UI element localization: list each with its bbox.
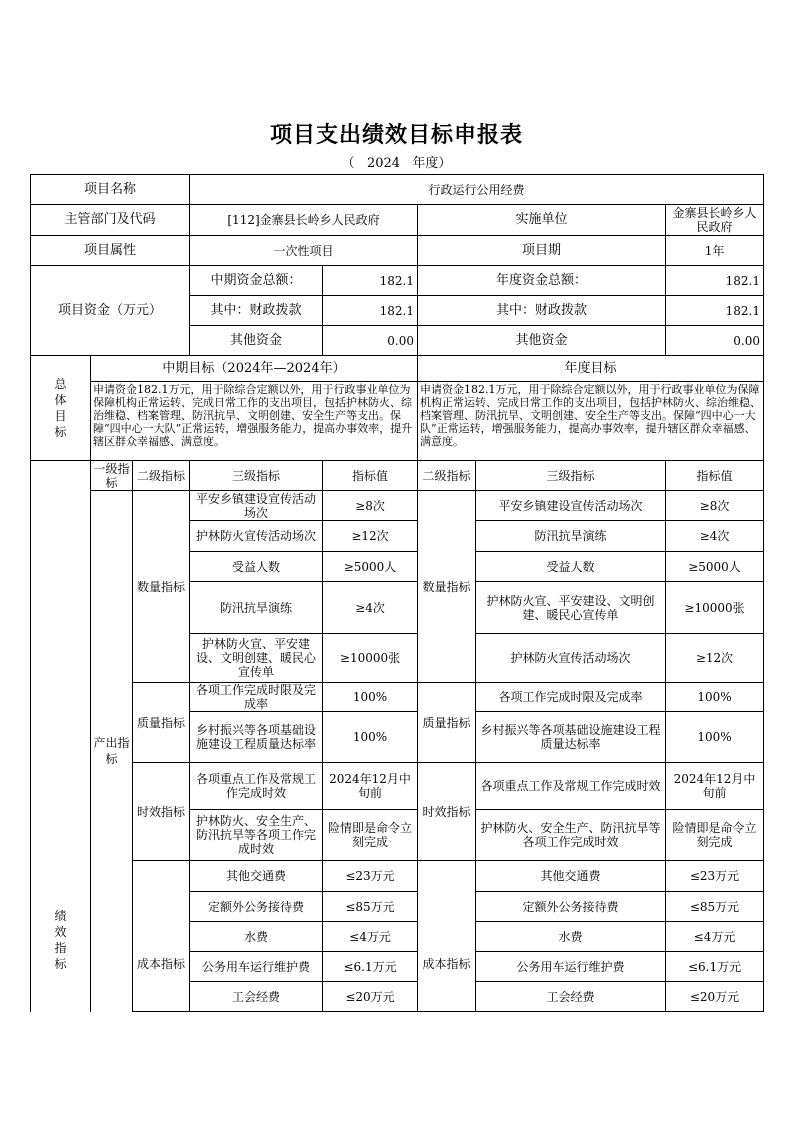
group-name: 数量指标 xyxy=(133,491,190,683)
metric-value-year: ≤85万元 xyxy=(666,892,764,922)
level2-header: 二级指标 xyxy=(133,461,190,491)
mid-fin-label: 其中：财政拨款 xyxy=(190,296,323,326)
group-name-year: 成本指标 xyxy=(418,861,476,1012)
metric-name: 公务用车运行维护费 xyxy=(190,952,323,982)
metric-name-year: 各项工作完成时限及完成率 xyxy=(476,683,666,712)
value-header: 指标值 xyxy=(323,461,418,491)
year-other-value: 0.00 xyxy=(666,326,764,356)
year-total-value: 182.1 xyxy=(666,266,764,296)
level1-header: 一级指标 xyxy=(91,461,133,491)
project-name-label: 项目名称 xyxy=(31,175,190,205)
metric-name-year: 受益人数 xyxy=(476,552,666,582)
mid-goal-text: 申请资金182.1万元，用于除综合定额以外，用于行政事业单位为保障机构正常运转、完成日常工作的支出项目，包括护林防火、综治维稳、档案管理、防汛抗旱、文明创建、安全生产等支出。保障“四中心一大队”正常运转，增强服务能力，提高办事效率，提升辖区群众幸福感、满意度。 xyxy=(91,382,418,461)
metric-value: 100% xyxy=(323,712,418,763)
metric-value: 险情即是命令立刻完成 xyxy=(323,810,418,861)
metric-value-year: ≥5000人 xyxy=(666,552,764,582)
group-name-year: 时效指标 xyxy=(418,763,476,861)
dept-label: 主管部门及代码 xyxy=(31,205,190,236)
period-label: 项目期 xyxy=(418,236,666,266)
metric-value-year: ≥4次 xyxy=(666,521,764,552)
year-other-label: 其他资金 xyxy=(418,326,666,356)
attr-label: 项目属性 xyxy=(31,236,190,266)
metric-name: 水费 xyxy=(190,922,323,952)
metric-name-year: 工会经费 xyxy=(476,982,666,1012)
metric-value-year: ≥10000张 xyxy=(666,582,764,634)
metric-name: 各项重点工作及常规工作完成时效 xyxy=(190,763,323,810)
metric-name-year: 水费 xyxy=(476,922,666,952)
dept-value: [112]金寨县长岭乡人民政府 xyxy=(190,205,418,236)
metric-name-year: 护林防火、安全生产、防汛抗旱等各项工作完成时效 xyxy=(476,810,666,861)
year-line: （ 2024 年度） xyxy=(341,156,452,171)
unit-label: 实施单位 xyxy=(418,205,666,236)
level3-header: 三级指标 xyxy=(190,461,323,491)
output-label: 产出指标 xyxy=(91,491,133,1012)
project-name-value: 行政运行公用经费 xyxy=(190,175,764,205)
metric-value-year: ≤23万元 xyxy=(666,861,764,892)
metric-name-year: 护林防火宣、平安建设、文明创建、暖民心宣传单 xyxy=(476,582,666,634)
metric-value-year: 100% xyxy=(666,683,764,712)
metric-value: ≥8次 xyxy=(323,491,418,521)
metric-name-year: 定额外公务接待费 xyxy=(476,892,666,922)
metric-name: 平安乡镇建设宣传活动场次 xyxy=(190,491,323,521)
metric-value-year: ≥8次 xyxy=(666,491,764,521)
metric-value: ≥5000人 xyxy=(323,552,418,582)
level3-header-year: 三级指标 xyxy=(476,461,666,491)
metric-value: ≤4万元 xyxy=(323,922,418,952)
metric-value-year: ≤6.1万元 xyxy=(666,952,764,982)
metric-name-year: 防汛抗旱演练 xyxy=(476,521,666,552)
metric-value-year: 100% xyxy=(666,712,764,763)
year-total-label: 年度资金总额： xyxy=(418,266,666,296)
metric-name: 护林防火、安全生产、防汛抗旱等各项工作完成时效 xyxy=(190,810,323,861)
mid-total-value: 182.1 xyxy=(323,266,418,296)
metric-value: ≤6.1万元 xyxy=(323,952,418,982)
mid-total-label: 中期资金总额： xyxy=(190,266,323,296)
mid-other-label: 其他资金 xyxy=(190,326,323,356)
attr-value: 一次性项目 xyxy=(190,236,418,266)
metric-name-year: 各项重点工作及常规工作完成时效 xyxy=(476,763,666,810)
metric-value: ≥4次 xyxy=(323,582,418,634)
metric-value: ≥10000张 xyxy=(323,634,418,683)
metric-name: 受益人数 xyxy=(190,552,323,582)
metric-name: 工会经费 xyxy=(190,982,323,1012)
metric-name-year: 护林防火宣传活动场次 xyxy=(476,634,666,683)
value-header-year: 指标值 xyxy=(666,461,764,491)
metric-name-year: 平安乡镇建设宣传活动场次 xyxy=(476,491,666,521)
year-fin-value: 182.1 xyxy=(666,296,764,326)
mid-fin-value: 182.1 xyxy=(323,296,418,326)
metric-name: 其他交通费 xyxy=(190,861,323,892)
page-title: 项目支出绩效目标申报表 xyxy=(269,122,523,148)
mid-other-value: 0.00 xyxy=(323,326,418,356)
metric-value-year: ≥12次 xyxy=(666,634,764,683)
metric-value-year: ≤4万元 xyxy=(666,922,764,952)
period-value: 1年 xyxy=(666,236,764,266)
year-goal-text: 申请资金182.1万元，用于除综合定额以外，用于行政事业单位为保障机构正常运转、完成日常工作的支出项目，包括护林防火、综治维稳、档案管理、防汛抗旱、文明创建、安全生产等支出。保障“四中心一大队”正常运转，增强服务能力，提高办事效率，提升辖区群众幸福感、满意度。 xyxy=(418,382,764,461)
metric-name: 乡村振兴等各项基础设施建设工程质量达标率 xyxy=(190,712,323,763)
year-goal-header: 年度目标 xyxy=(418,356,764,382)
metric-value: ≤23万元 xyxy=(323,861,418,892)
performance-table xyxy=(30,174,764,1012)
metric-value-year: 险情即是命令立刻完成 xyxy=(666,810,764,861)
metric-value-year: ≤20万元 xyxy=(666,982,764,1012)
level2-header-year: 二级指标 xyxy=(418,461,476,491)
metric-value-year: 2024年12月中旬前 xyxy=(666,763,764,810)
unit-value: 金寨县长岭乡人民政府 xyxy=(666,205,764,236)
goals-label: 总体目标 xyxy=(31,356,91,461)
perf-label: 绩效指标 xyxy=(31,461,91,1012)
metric-value: 100% xyxy=(323,683,418,712)
metric-name: 护林防火宣传活动场次 xyxy=(190,521,323,552)
metric-name-year: 乡村振兴等各项基础设施建设工程质量达标率 xyxy=(476,712,666,763)
mid-goal-header: 中期目标（2024年—2024年） xyxy=(91,356,418,382)
group-name-year: 质量指标 xyxy=(418,683,476,763)
funds-label: 项目资金（万元） xyxy=(31,266,190,356)
metric-name-year: 其他交通费 xyxy=(476,861,666,892)
metric-value: 2024年12月中旬前 xyxy=(323,763,418,810)
group-name: 成本指标 xyxy=(133,861,190,1012)
year-fin-label: 其中：财政拨款 xyxy=(418,296,666,326)
metric-name: 防汛抗旱演练 xyxy=(190,582,323,634)
metric-name: 定额外公务接待费 xyxy=(190,892,323,922)
group-name: 时效指标 xyxy=(133,763,190,861)
metric-name: 各项工作完成时限及完成率 xyxy=(190,683,323,712)
metric-name: 护林防火宣、平安建设、文明创建、暖民心宣传单 xyxy=(190,634,323,683)
group-name: 质量指标 xyxy=(133,683,190,763)
metric-value: ≥12次 xyxy=(323,521,418,552)
group-name-year: 数量指标 xyxy=(418,491,476,683)
metric-name-year: 公务用车运行维护费 xyxy=(476,952,666,982)
metric-value: ≤20万元 xyxy=(323,982,418,1012)
metric-value: ≤85万元 xyxy=(323,892,418,922)
